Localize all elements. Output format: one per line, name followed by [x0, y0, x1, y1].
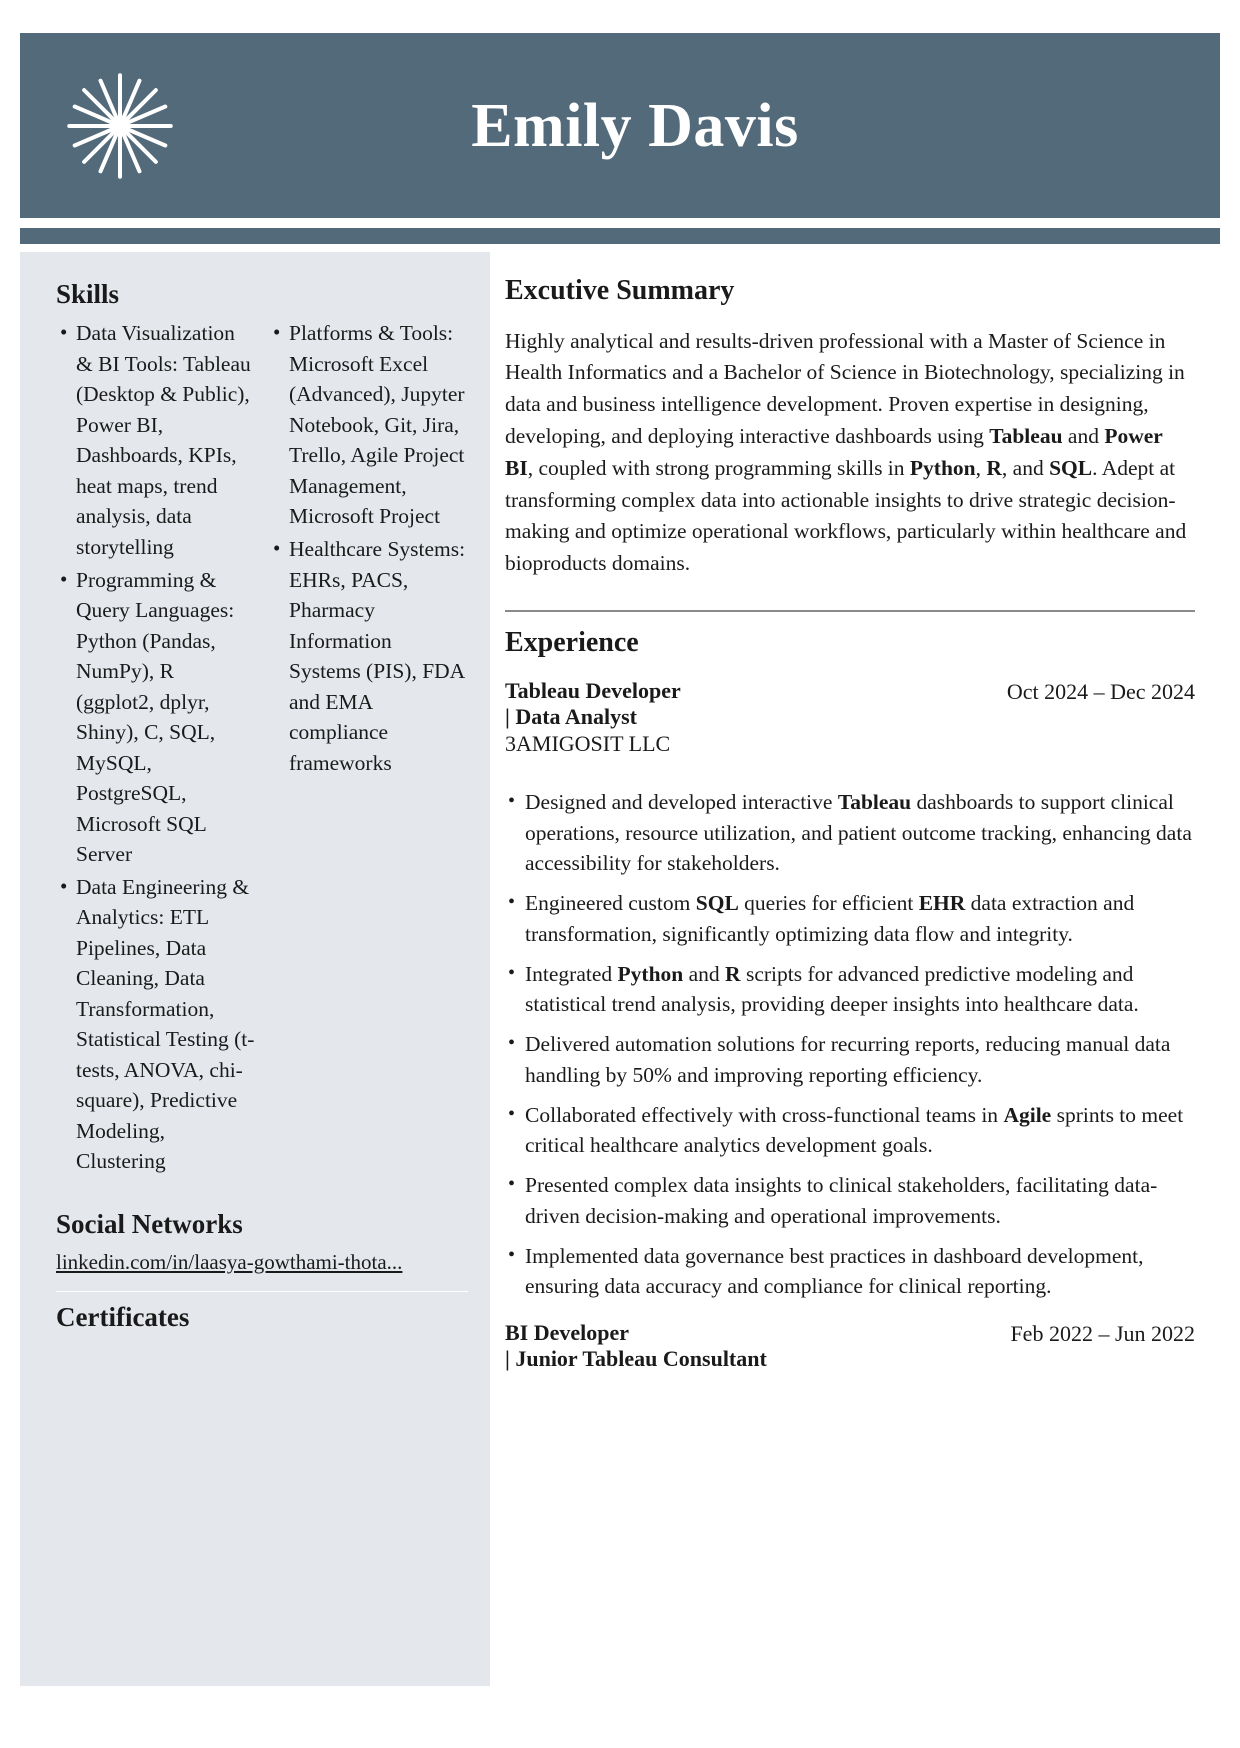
social-networks-heading: Social Networks — [56, 1208, 243, 1239]
bullet-bold: SQL — [695, 891, 739, 916]
bullet-text: sprints to meet critical healthcare analytics development goals. — [525, 1102, 1184, 1158]
page-title: Emily Davis — [471, 91, 799, 160]
skills-column-left — [56, 318, 255, 1178]
job-title-line-2: | Data Analyst — [505, 703, 637, 729]
list-item — [505, 1170, 1195, 1231]
job-title-line-1: BI Developer — [505, 1320, 630, 1345]
job-title-block — [505, 1320, 767, 1372]
job-dates: Oct 2024 – Dec 2024 — [1006, 678, 1195, 704]
list-item: • Programming & Query Languages: Python (Pandas, NumPy), R (ggplot2, dplyr, Shiny), C, SQL, MySQL, PostgreSQL, Microsoft SQL Server — [56, 565, 255, 870]
linkedin-link[interactable]: linkedin.com/in/laasya-gowthami-thota... — [56, 1249, 403, 1274]
certificates-heading: Certificates — [56, 1301, 190, 1332]
summary-part-4: , — [975, 455, 987, 480]
experience-heading: Experience — [505, 627, 639, 659]
sidebar — [20, 252, 490, 1686]
job-title-block — [505, 678, 681, 730]
bullet-text: Delivered automation solutions for recurring reports, reducing manual data handling by 50% and improving reporting efficiency. — [525, 1032, 1171, 1087]
summary-bold-sql: SQL — [1049, 455, 1093, 480]
summary-bold-python: Python — [909, 455, 976, 480]
summary-part-3: , coupled with strong programming skills in — [527, 455, 910, 480]
list-item: • Data Engineering & Analytics: ETL Pipelines, Data Cleaning, Data Transformation, Statistical Testing (t-tests, ANOVA, chi-square), Predictive Modeling, Clustering — [56, 872, 255, 1177]
bullet-bold: R — [725, 961, 741, 986]
name-container — [220, 91, 1220, 160]
bullet-text: Implemented data governance best practices in dashboard development, ensuring data accuracy and compliance for clinical reporting. — [525, 1243, 1144, 1299]
list-item — [505, 1241, 1195, 1302]
executive-summary-text — [505, 326, 1195, 581]
bullet-text: scripts for advanced predictive modeling and statistical trend analysis, providing deeper insights into healthcare data. — [525, 961, 1139, 1017]
main-content — [505, 252, 1195, 1372]
skills-column-right — [269, 318, 468, 1178]
bullet-text: and — [683, 961, 726, 986]
list-item — [505, 787, 1195, 879]
header-accent-bar — [20, 228, 1220, 244]
list-item — [505, 1029, 1195, 1090]
summary-part-2: and — [1062, 424, 1105, 449]
starburst-icon — [61, 67, 179, 185]
list-item: • Platforms & Tools: Microsoft Excel (Advanced), Jupyter Notebook, Git, Jira, Trello, Agile Project Management, Microsoft Project — [269, 318, 468, 532]
sidebar-divider — [56, 1291, 468, 1292]
bullet-text: data extraction and transformation, significantly optimizing data flow and integrity. — [525, 891, 1135, 946]
job-title-line-1: Tableau Developer — [505, 677, 681, 703]
skill-list-right — [269, 318, 468, 778]
summary-bold-tableau: Tableau — [989, 424, 1063, 449]
resume-header — [20, 33, 1220, 218]
bullet-text: dashboards to support clinical operations, resource utilization, and patient outcome tracking, enhancing data accessibility for stakeholders. — [525, 789, 1192, 876]
bullet-text: Collaborated effectively with cross-functional teams in — [525, 1102, 1004, 1127]
skills-columns — [56, 318, 468, 1178]
experience-entry — [505, 678, 1195, 1302]
summary-part-1: Highly analytical and results-driven professional with a Master of Science in Health Informatics and a Bachelor of Science in Biotechnology, specializing in data and business intelligence development. Proven expertise in designing, developing, and deploying interactive dashboards using — [505, 328, 1185, 449]
skills-heading: Skills — [56, 279, 120, 309]
job-header — [505, 1320, 1195, 1372]
list-item — [505, 888, 1195, 949]
summary-part-6: . Adept at transforming complex data into actionable insights to drive strategic decision-making and optimize operational workflows, particularly within healthcare and bioproducts domains. — [505, 455, 1187, 576]
bullet-bold: Tableau — [837, 789, 912, 814]
list-item: • Data Visualization & BI Tools: Tableau (Desktop & Public), Power BI, Dashboards, KPIs, heat maps, trend analysis, data storytelling — [56, 318, 255, 562]
executive-summary-heading: Excutive Summary — [505, 275, 735, 306]
job-title-line-2: | Junior Tableau Consultant — [505, 1345, 767, 1371]
summary-bold-r: R — [986, 455, 1002, 480]
section-divider — [505, 610, 1195, 612]
summary-part-5: , and — [1001, 455, 1050, 480]
job-company: 3AMIGOSIT LLC — [505, 730, 671, 756]
bullet-bold: Agile — [1003, 1102, 1052, 1127]
list-item — [505, 959, 1195, 1020]
bullet-text: Integrated — [525, 961, 618, 986]
list-item — [505, 1100, 1195, 1161]
skill-list-left — [56, 318, 255, 1176]
bullet-text: Presented complex data insights to clinical stakeholders, facilitating data-driven decision-making and operational improvements. — [525, 1173, 1158, 1228]
bullet-text: queries for efficient — [738, 891, 919, 916]
job-header — [505, 678, 1195, 730]
summary-bold-powerbi: Power BI — [505, 424, 1163, 480]
job-bullet-list — [505, 787, 1195, 1302]
bullet-text: Designed and developed interactive — [525, 789, 838, 814]
bullet-bold: Python — [617, 961, 684, 986]
experience-entry — [505, 1320, 1195, 1372]
bullet-bold: EHR — [918, 891, 966, 916]
logo-container — [20, 33, 220, 218]
job-dates: Feb 2022 – Jun 2022 — [1010, 1321, 1195, 1346]
list-item: • Healthcare Systems: EHRs, PACS, Pharmacy Information Systems (PIS), FDA and EMA compliance frameworks — [269, 534, 468, 778]
bullet-text: Engineered custom — [525, 891, 696, 916]
